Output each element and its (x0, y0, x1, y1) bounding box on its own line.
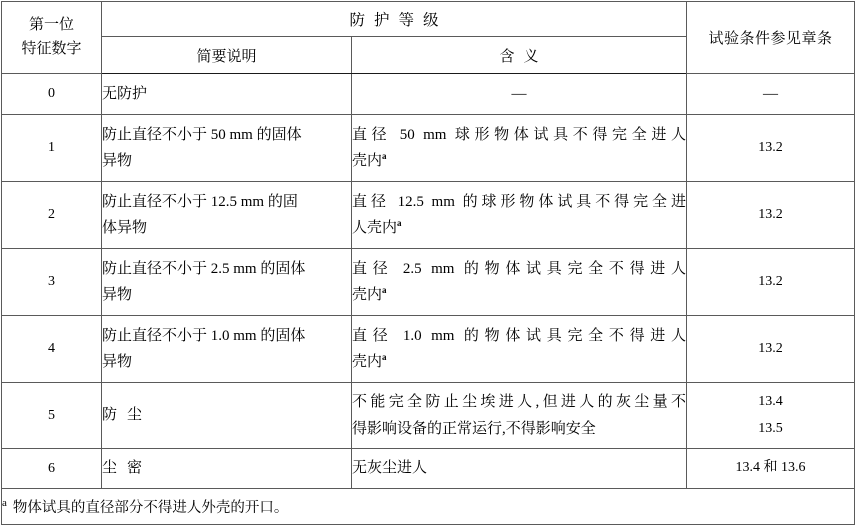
footnote-cell (2, 489, 855, 525)
table-sheet (0, 1, 855, 524)
cell-test-condition-ref (687, 115, 855, 182)
ref-line: 13.2 (758, 340, 783, 356)
cell-brief-description (102, 182, 352, 249)
brief-line: 防止直径不小于 50 mm 的固体 (102, 126, 302, 143)
meaning-line-text: 不能完全防止尘埃进人,但进人的灰尘量不 (352, 394, 687, 411)
cell-brief-description (102, 115, 352, 182)
brief-line: 防止直径不小于 12.5 mm 的固 (102, 193, 298, 210)
cell-test-condition-ref (687, 249, 855, 316)
table-row (2, 115, 855, 182)
ref-line: 13.4 (758, 393, 783, 409)
meaning-line (352, 349, 686, 375)
meaning-line-text: 人壳内 (352, 220, 398, 236)
header-brief-description: 简要说明 (102, 37, 352, 74)
meaning-line (352, 416, 686, 442)
footnote-reference-marker: a (382, 352, 387, 362)
brief-line: 异物 (102, 287, 133, 303)
cell-first-digit: 1 (2, 115, 102, 182)
cell-meaning: — (352, 74, 687, 115)
ref-line: 13.2 (758, 273, 783, 289)
header-meaning: 含义 (352, 37, 687, 74)
meaning-line (352, 215, 686, 241)
meaning-line-text: 壳内 (352, 287, 383, 303)
brief-line: 异物 (102, 354, 133, 370)
cell-first-digit: 3 (2, 249, 102, 316)
header-first-digit-column (2, 2, 102, 74)
cell-meaning (352, 449, 687, 489)
ref-line: 13.5 (758, 420, 783, 436)
brief-line: 体异物 (102, 220, 148, 236)
cell-meaning (352, 249, 687, 316)
table-row (2, 249, 855, 316)
ref-line: 13.4 和 13.6 (735, 460, 806, 476)
table-row (2, 182, 855, 249)
table-row (2, 383, 855, 449)
table-body (2, 74, 855, 489)
ref-line: 13.2 (758, 139, 783, 155)
cell-test-condition-ref (687, 316, 855, 383)
meaning-line (352, 282, 686, 308)
table-row (2, 316, 855, 383)
cell-first-digit: 6 (2, 449, 102, 489)
cell-meaning (352, 115, 687, 182)
cell-first-digit: 0 (2, 74, 102, 115)
brief-line: 无防护 (102, 85, 148, 102)
meaning-line (352, 122, 686, 148)
header-row-top (2, 2, 855, 37)
cell-meaning (352, 316, 687, 383)
footnote-text: 物体试具的直径部分不得进人外壳的开口。 (12, 500, 289, 516)
cell-meaning (352, 383, 687, 449)
meaning-line (352, 189, 686, 215)
meaning-line-text: 无灰尘进人 (352, 460, 428, 477)
meaning-line-text: 壳内 (352, 354, 383, 370)
brief-line: 异物 (102, 153, 133, 169)
footnote-row (2, 489, 855, 525)
cell-test-condition-ref: — (687, 74, 855, 115)
meaning-line-text: 得影响设备的正常运行,不得影响安全 (352, 420, 596, 437)
header-first-digit-line1: 第一位 (28, 17, 74, 34)
brief-line: 防止直径不小于 1.0 mm 的固体 (102, 327, 306, 344)
brief-line: 尘密 (102, 460, 153, 477)
ref-line: 13.2 (758, 206, 783, 222)
footnote-marker: a (2, 497, 7, 510)
meaning-line (352, 455, 686, 481)
table-head (2, 2, 855, 74)
header-test-conditions: 试验条件参见章条 (687, 2, 855, 74)
meaning-line (352, 256, 686, 282)
meaning-line-text: 壳内 (352, 153, 383, 169)
header-protection-level: 防护等级 (102, 2, 687, 37)
meaning-line (352, 148, 686, 174)
table-foot (2, 489, 855, 525)
cell-first-digit: 2 (2, 182, 102, 249)
meaning-line (352, 389, 686, 415)
meaning-line-text: 直径 2.5 mm 的物体试具完全不得进人 (352, 260, 687, 277)
cell-brief-description (102, 249, 352, 316)
cell-brief-description (102, 74, 352, 115)
header-first-digit-line2: 特征数字 (21, 40, 82, 57)
cell-test-condition-ref (687, 449, 855, 489)
table-row (2, 74, 855, 115)
footnote-reference-marker: a (397, 218, 402, 228)
meaning-line (352, 323, 686, 349)
cell-test-condition-ref (687, 182, 855, 249)
cell-first-digit: 4 (2, 316, 102, 383)
brief-line: 防尘 (102, 407, 153, 424)
cell-test-condition-ref (687, 383, 855, 449)
ip-first-digit-table (1, 1, 855, 525)
cell-brief-description (102, 316, 352, 383)
meaning-line-text: 直径 12.5 mm 的球形物体试具不得完全进 (352, 193, 687, 210)
table-row (2, 449, 855, 489)
cell-brief-description (102, 449, 352, 489)
footnote-reference-marker: a (382, 151, 387, 161)
brief-line: 防止直径不小于 2.5 mm 的固体 (102, 260, 306, 277)
meaning-line-text: 直径 50 mm 球形物体试具不得完全进人 (352, 126, 687, 143)
cell-meaning (352, 182, 687, 249)
cell-first-digit: 5 (2, 383, 102, 449)
footnote-reference-marker: a (382, 285, 387, 295)
meaning-line-text: 直径 1.0 mm 的物体试具完全不得进人 (352, 327, 687, 344)
cell-brief-description (102, 383, 352, 449)
